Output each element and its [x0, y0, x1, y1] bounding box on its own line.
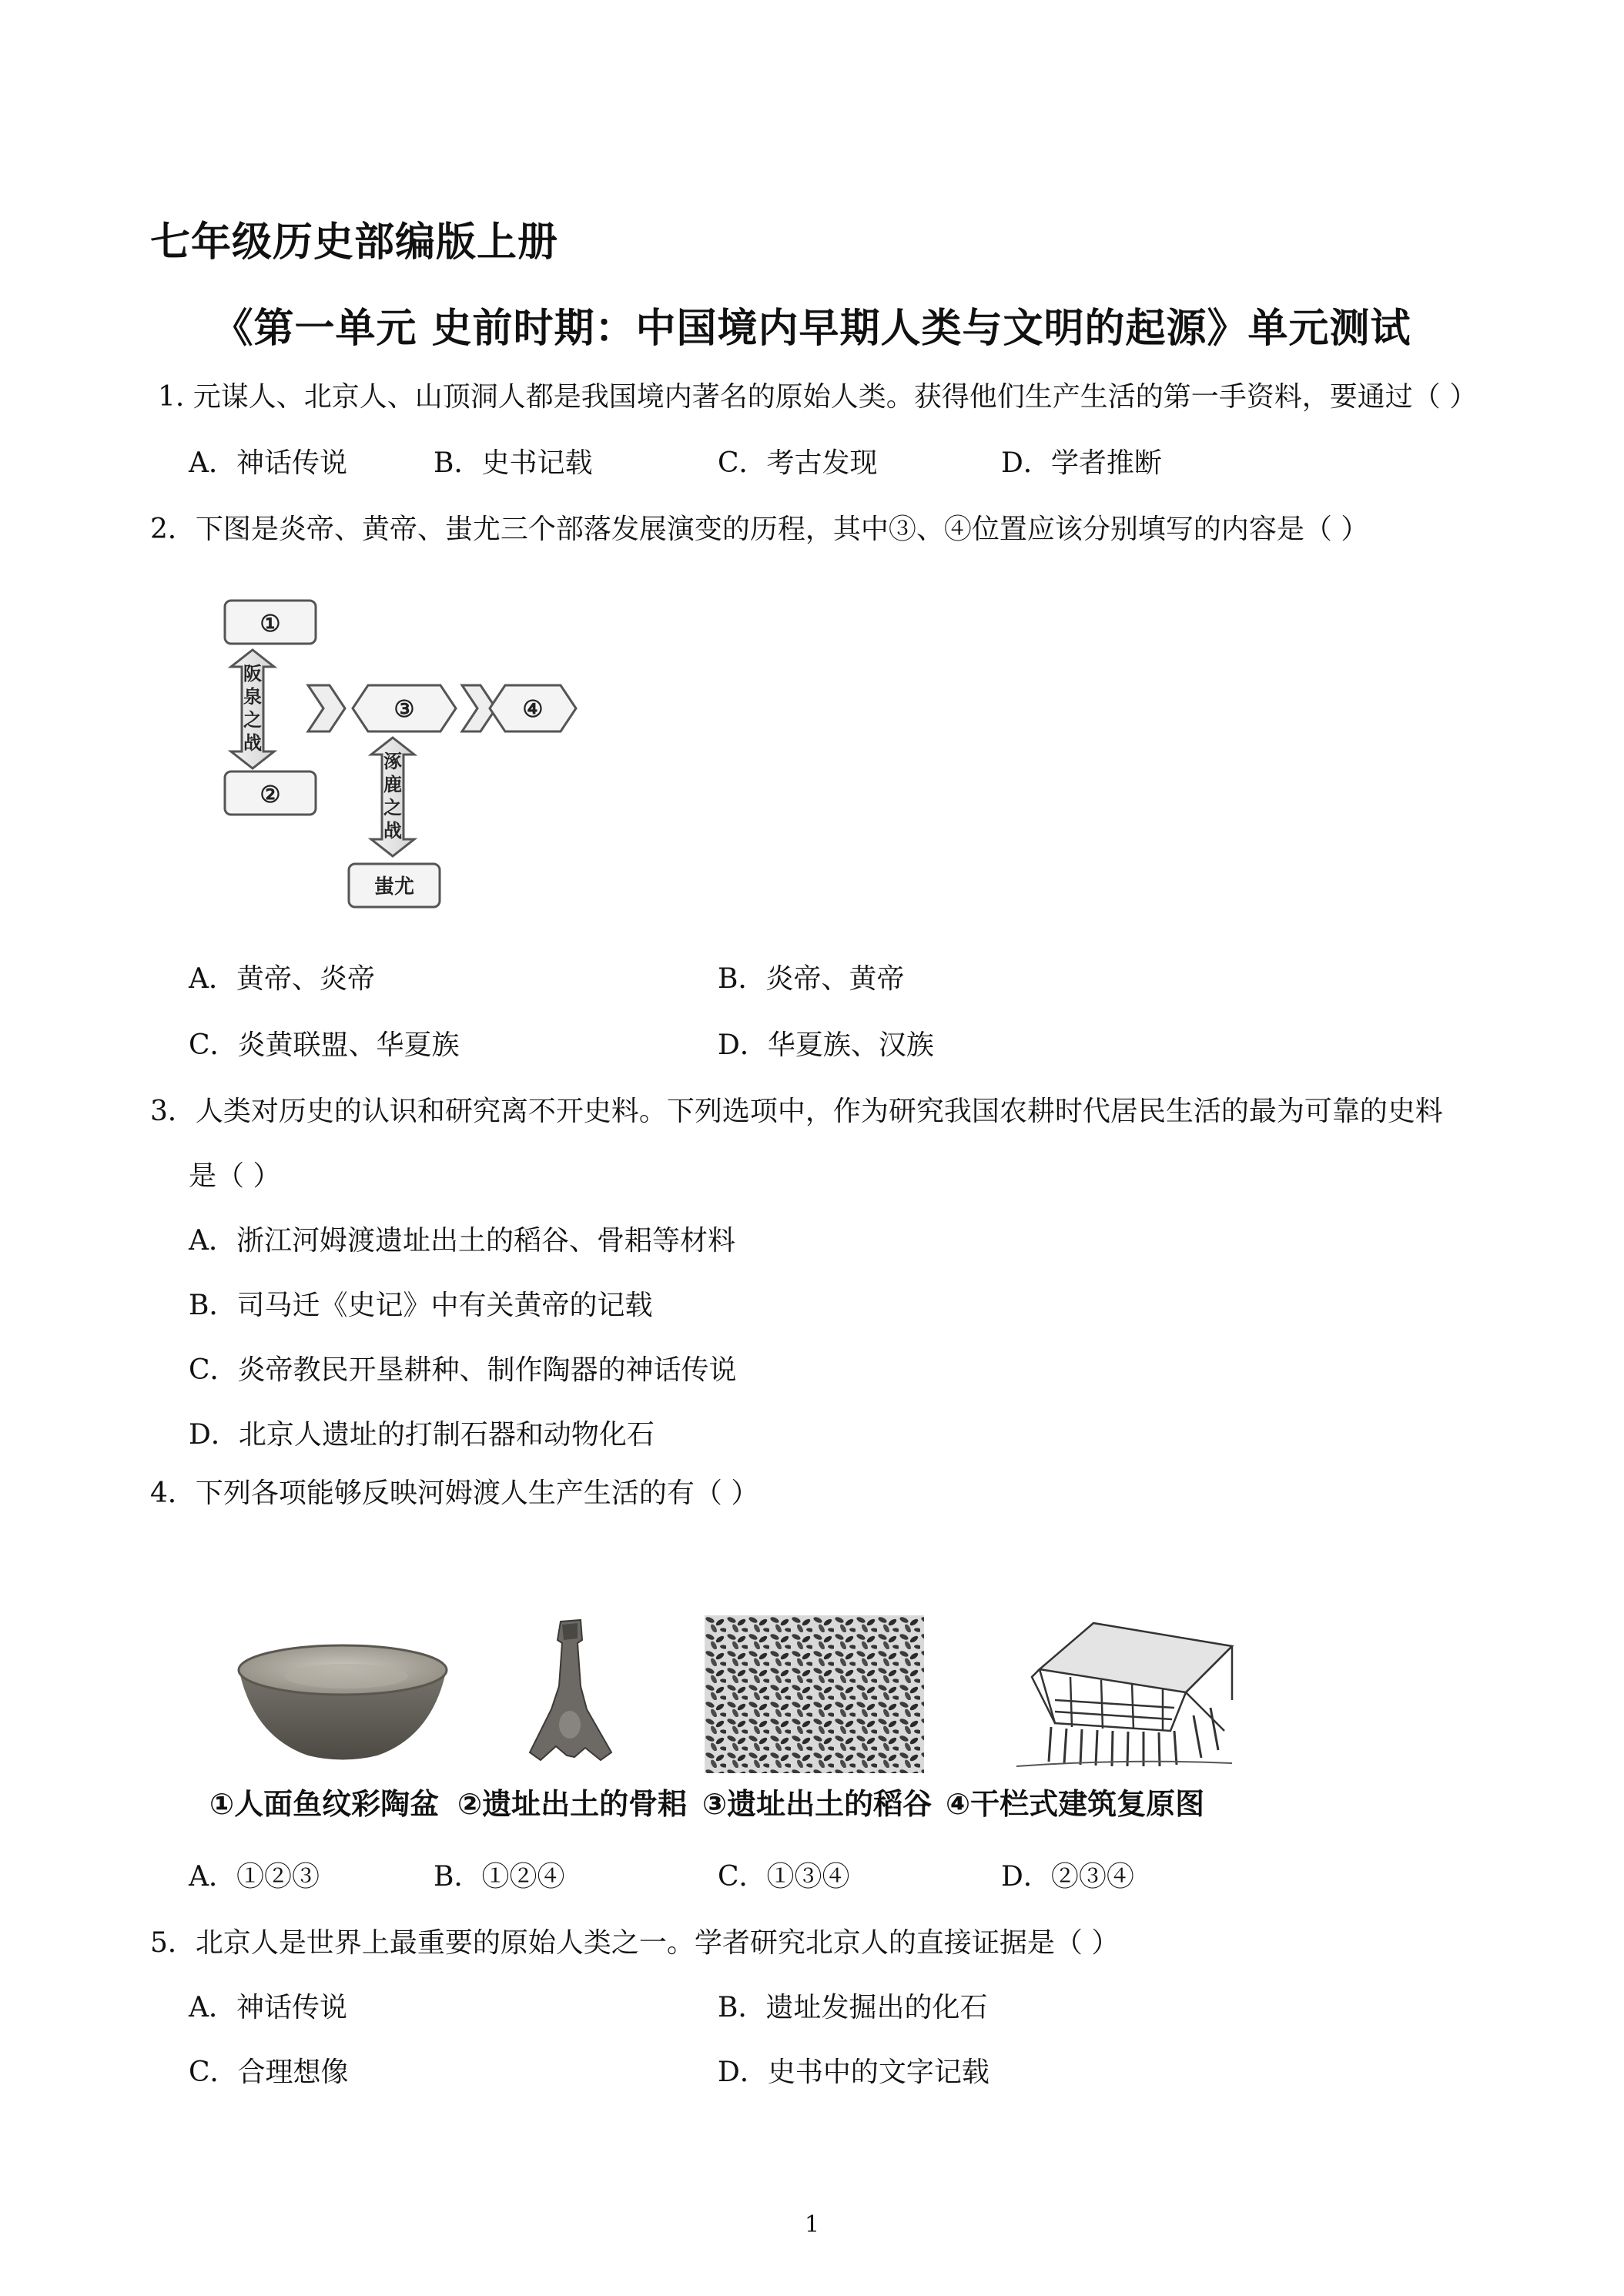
diagram-box-4-label: ④ [522, 696, 544, 723]
question-5-option-c: C．合理想像 [189, 2057, 349, 2088]
question-3-option-a: A．浙江河姆渡遗址出土的稻谷、骨耜等材料 [189, 1225, 735, 1257]
question-4-stem: 4．下列各项能够反映河姆渡人生产生活的有（ ） [150, 1478, 759, 1509]
diagram-box-2-label: ② [260, 782, 281, 808]
question-4-option-b: B．①②④ [434, 1861, 565, 1893]
question-2-stem: 2．下图是炎帝、黄帝、蚩尤三个部落发展演变的历程，其中③、④位置应该分别填写的内容是（ ） [150, 514, 1369, 545]
diagram-box-3-label: ③ [393, 696, 415, 723]
battle-1-char-3: 之 [243, 708, 262, 731]
battle-2-char-3: 之 [383, 796, 402, 818]
battle-2-char-2: 鹿 [383, 773, 402, 795]
battle-1-char-2: 泉 [243, 685, 262, 708]
battle-1-char-1: 阪 [243, 662, 262, 684]
stilt-house-image [1009, 1615, 1240, 1773]
image-caption-2: ②遗址出土的骨耜 [457, 1787, 688, 1821]
question-1-stem: 1. 元谋人、北京人、山顶洞人都是我国境内著名的原始人类。获得他们生产生活的第一手资料，要通过（ ） [158, 381, 1478, 413]
image-caption-4: ④干栏式建筑复原图 [946, 1787, 1205, 1821]
diagram-box-chiyou-label: 蚩尤 [373, 875, 415, 899]
question-2-option-b: B．炎帝、黄帝 [718, 963, 905, 995]
bone-spade-image [516, 1617, 624, 1771]
question-3-option-c: C．炎帝教民开垦耕种、制作陶器的神话传说 [189, 1354, 737, 1386]
question-2-option-d: D．华夏族、汉族 [718, 1029, 934, 1061]
question-1-option-b: B．史书记载 [434, 447, 593, 479]
question-2-option-a: A．黄帝、炎帝 [189, 963, 375, 995]
question-5-option-d: D．史书中的文字记载 [718, 2057, 989, 2088]
pottery-basin-image [231, 1636, 454, 1767]
battle-1-char-4: 战 [243, 731, 262, 754]
question-3-stem-line-1: 3．人类对历史的认识和研究离不开史料。下列选项中，作为研究我国农耕时代居民生活的最为可靠的史料 [150, 1096, 1443, 1127]
question-1-option-d: D．学者推断 [1001, 447, 1162, 479]
question-1-option-c: C．考古发现 [718, 447, 878, 479]
question-5-option-b: B．遗址发掘出的化石 [718, 1992, 988, 2023]
question-2-option-c: C．炎黄联盟、华夏族 [189, 1029, 460, 1061]
question-4-option-c: C．①③④ [718, 1861, 850, 1893]
question-5-stem: 5．北京人是世界上最重要的原始人类之一。学者研究北京人的直接证据是（ ） [150, 1927, 1120, 1959]
question-1-option-a: A．神话传说 [189, 447, 347, 479]
diagram-box-1-label: ① [260, 611, 281, 638]
page-number: 1 [804, 2211, 820, 2238]
question-4-option-a: A．①②③ [189, 1861, 320, 1893]
chevron-right-icon-1 [308, 685, 345, 731]
image-caption-3: ③遗址出土的稻谷 [702, 1787, 933, 1821]
unit-title: 《第一单元 史前时期：中国境内早期人类与文明的起源》单元测试 [213, 305, 1411, 352]
question-5-option-a: A．神话传说 [189, 1992, 347, 2023]
rice-grains-image [705, 1615, 924, 1773]
battle-2-char-1: 涿 [383, 750, 402, 772]
tribe-evolution-diagram [216, 593, 585, 924]
page-title: 七年级历史部编版上册 [150, 219, 559, 266]
battle-2-char-4: 战 [383, 819, 402, 842]
question-3-option-b: B．司马迁《史记》中有关黄帝的记载 [189, 1290, 653, 1321]
question-3-stem-line-2: 是（ ） [189, 1160, 281, 1192]
question-3-option-d: D．北京人遗址的打制石器和动物化石 [189, 1419, 655, 1451]
question-4-option-d: D．②③④ [1001, 1861, 1134, 1893]
image-caption-1: ①人面鱼纹彩陶盆 [209, 1787, 440, 1821]
